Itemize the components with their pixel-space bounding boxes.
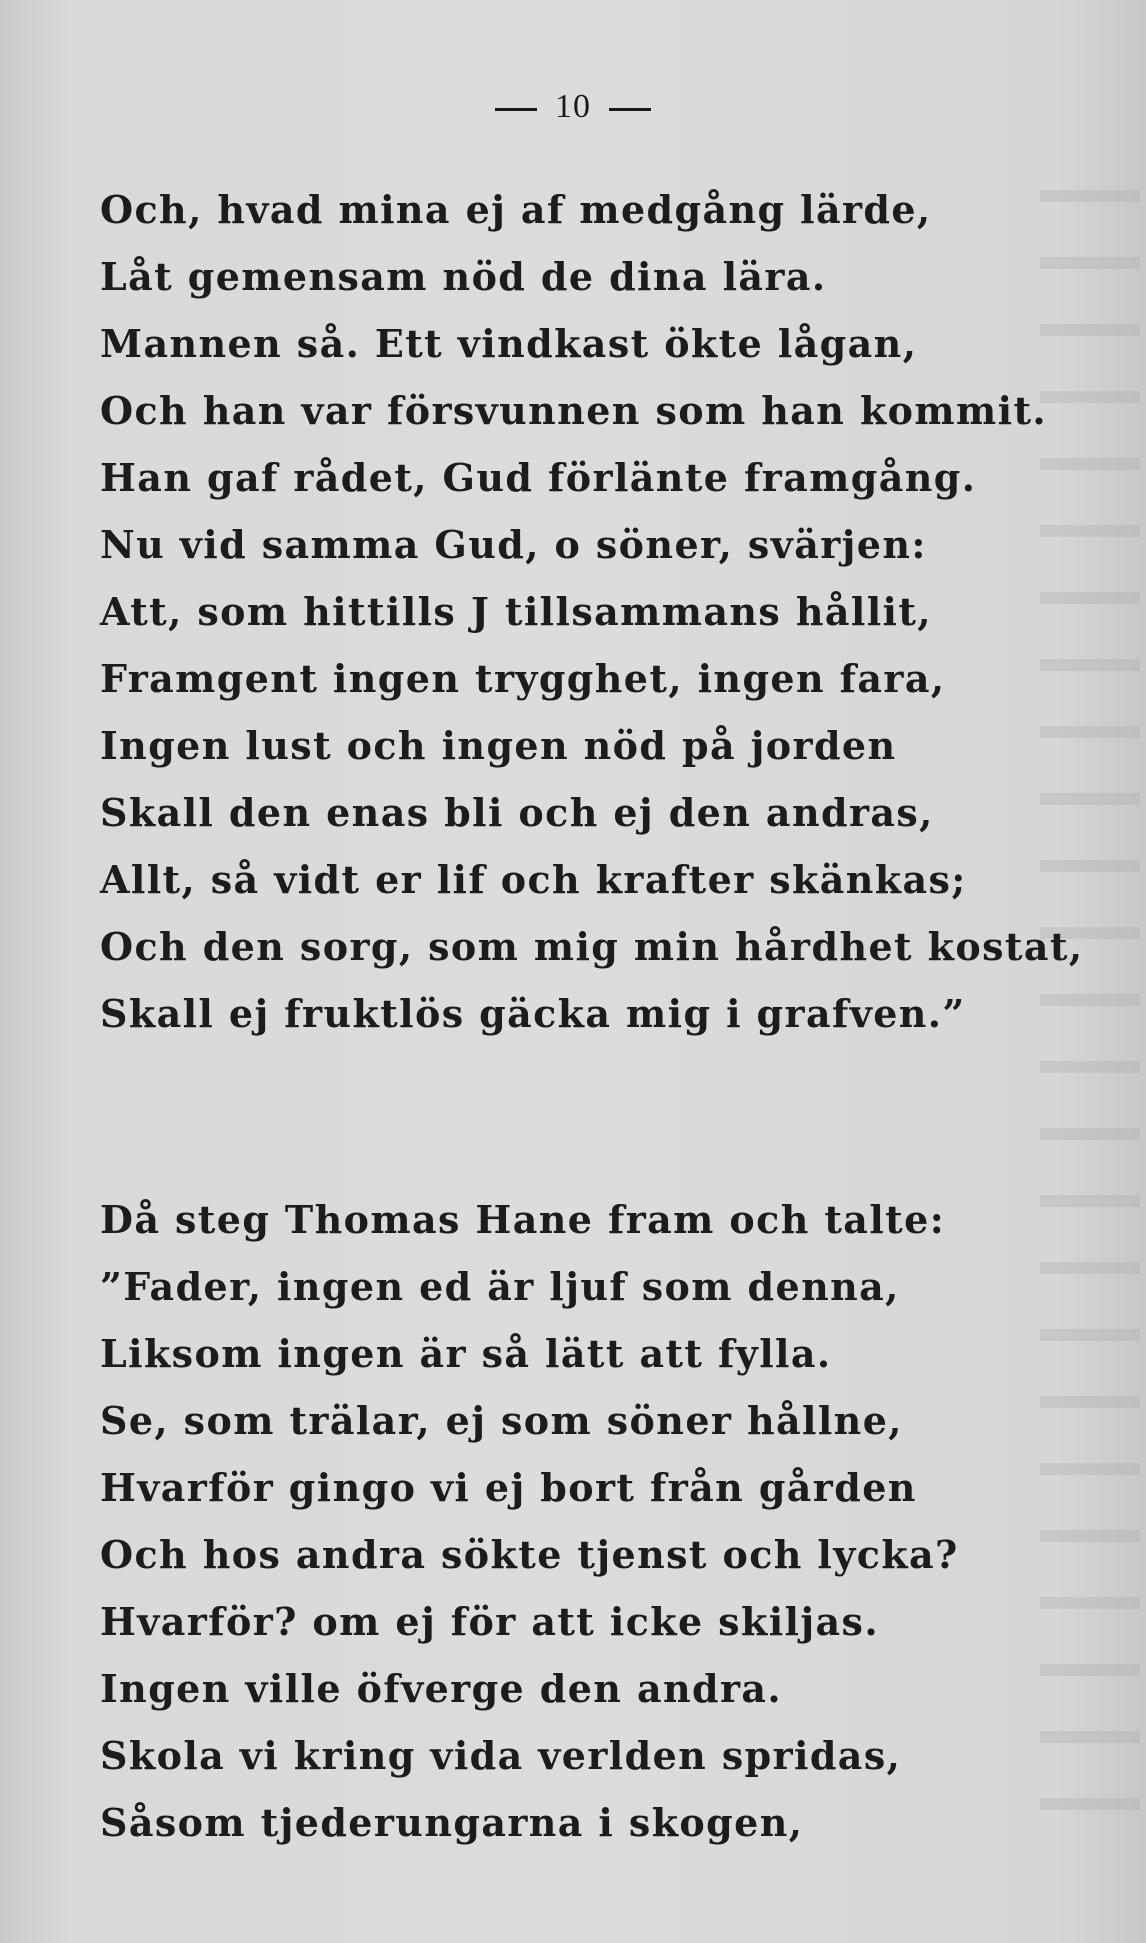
- page-number: 10: [555, 88, 591, 125]
- verse-line: Att, som hittills J tillsammans hållit,: [100, 589, 932, 634]
- verse-line: Och den sorg, som mig min hårdhet kostat,: [100, 924, 1084, 969]
- verse-line: Skola vi kring vida verlden spridas,: [100, 1733, 902, 1778]
- verse-line: Mannen så. Ett vindkast ökte lågan,: [100, 321, 918, 366]
- verse-line: Skall ej fruktlös gäcka mig i grafven.”: [100, 991, 966, 1036]
- verse-line: Hvarför gingo vi ej bort från gården: [100, 1465, 917, 1510]
- page-header: [0, 88, 1146, 126]
- verse-line: Skall den enas bli och ej den andras,: [100, 790, 934, 835]
- verse-line: Han gaf rådet, Gud förlänte framgång.: [100, 455, 977, 500]
- verse-line: Då steg Thomas Hane fram och talte:: [100, 1197, 946, 1242]
- verse-line: Såsom tjederungarna i skogen,: [100, 1800, 804, 1845]
- verse-line: Allt, så vidt er lif och krafter skänkas;: [100, 857, 967, 902]
- verse-line: Framgent ingen trygghet, ingen fara,: [100, 656, 946, 701]
- stanza-1: [100, 176, 1100, 1047]
- verse-line: Hvarför? om ej för att icke skiljas.: [100, 1599, 879, 1644]
- verse-line: Och hos andra sökte tjenst och lycka?: [100, 1532, 959, 1577]
- verse-line: Ingen ville öfverge den andra.: [100, 1666, 783, 1711]
- header-dash-right: [609, 108, 651, 111]
- stanza-2: [100, 1186, 1100, 1856]
- header-dash-left: [495, 108, 537, 111]
- verse-line: Och han var försvunnen som han kommit.: [100, 388, 1048, 433]
- verse-line: Och, hvad mina ej af medgång lärde,: [100, 187, 932, 232]
- verse-line: ”Fader, ingen ed är ljuf som denna,: [100, 1264, 900, 1309]
- verse-line: Ingen lust och ingen nöd på jorden: [100, 723, 897, 768]
- verse-line: Nu vid samma Gud, o söner, svärjen:: [100, 522, 927, 567]
- verse-line: Låt gemensam nöd de dina lära.: [100, 254, 827, 299]
- verse-line: Liksom ingen är så lätt att fylla.: [100, 1331, 832, 1376]
- verse-line: Se, som trälar, ej som söner hållne,: [100, 1398, 903, 1443]
